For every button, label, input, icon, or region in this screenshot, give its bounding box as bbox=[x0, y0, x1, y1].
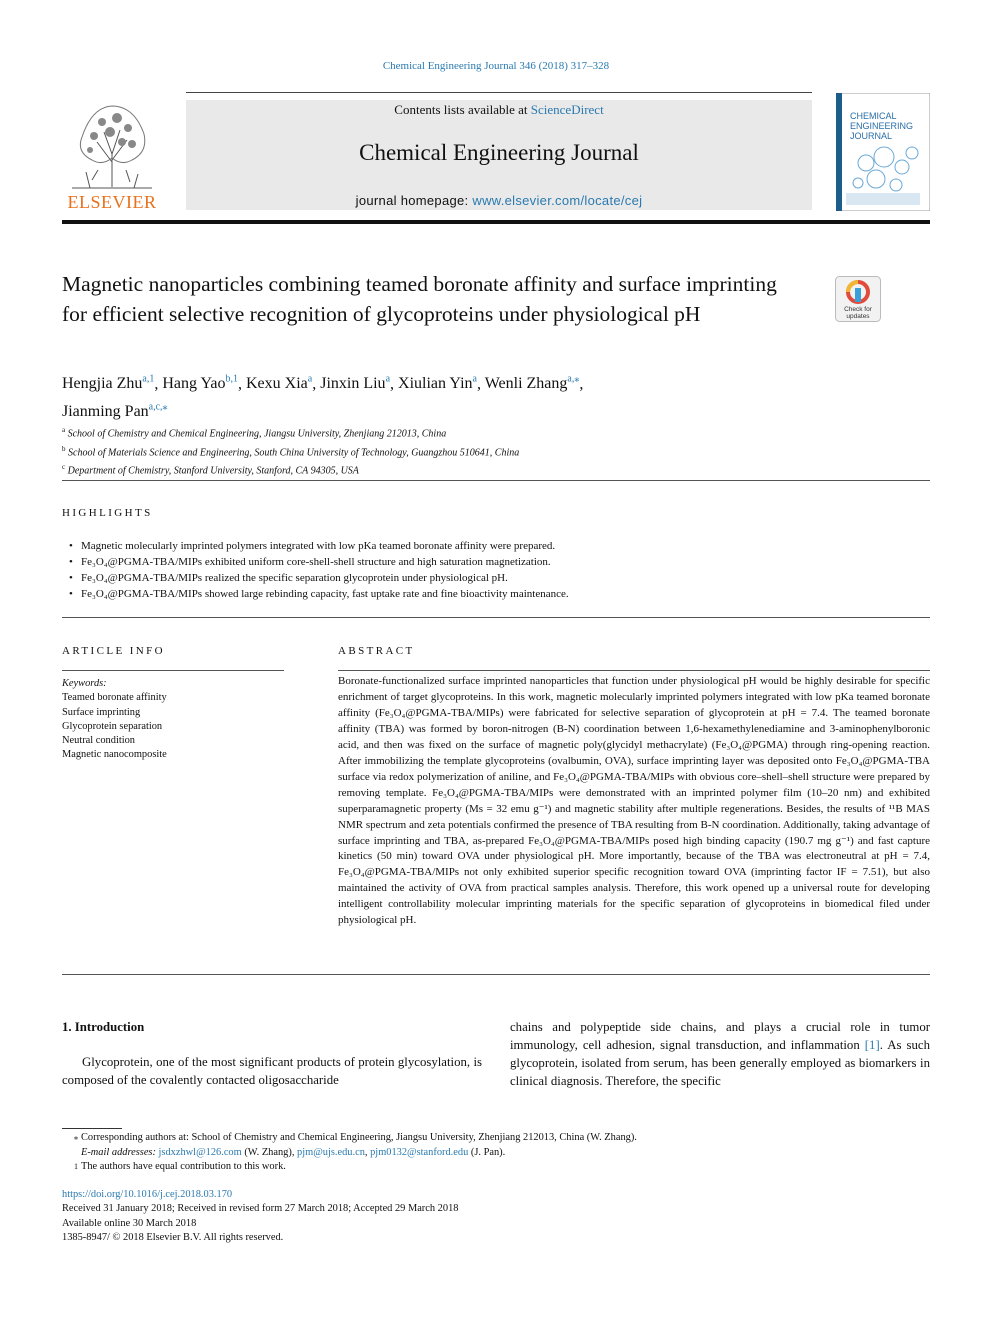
journal-citation[interactable]: Chemical Engineering Journal 346 (2018) 317–328 bbox=[382, 60, 610, 72]
header-thick-rule bbox=[62, 220, 930, 224]
author-affil-sup[interactable]: a,⁎ bbox=[567, 374, 580, 385]
author-separator: , bbox=[154, 375, 163, 393]
author-affil-sup[interactable]: a,c,⁎ bbox=[148, 401, 168, 413]
divider bbox=[62, 480, 930, 481]
affiliation-sup: b bbox=[62, 444, 66, 453]
elsevier-tree-icon bbox=[62, 92, 162, 214]
journal-homepage-line bbox=[186, 193, 812, 208]
author-separator: , bbox=[238, 375, 246, 393]
copyright: 1385-8947/ © 2018 Elsevier B.V. All rights reserved. bbox=[62, 1232, 284, 1244]
highlight-text: Fe₃O₄@PGMA-TBA/MIPs exhibited uniform core-shell-shell structure and high saturation magnetization. bbox=[81, 556, 551, 568]
header-top-rule bbox=[186, 92, 812, 93]
journal-cover-thumbnail[interactable] bbox=[836, 93, 930, 211]
bullet-icon: • bbox=[69, 556, 73, 568]
check-for-updates-badge[interactable] bbox=[835, 276, 881, 322]
intro-paragraph: Glycoprotein, one of the most significant products of protein glycosylation, is composed of the covalently contacted oligosaccharide bbox=[62, 1055, 482, 1087]
affiliation-text: School of Materials Science and Engineering, South China University of Technology, Guangzhou 510641, China bbox=[68, 446, 520, 458]
author-affil-sup[interactable]: a bbox=[472, 374, 477, 385]
email-link[interactable]: pjm@ujs.edu.cn bbox=[297, 1146, 365, 1158]
keyword: Neutral condition bbox=[62, 735, 136, 747]
bullet-icon: • bbox=[69, 540, 73, 552]
footnote-emails bbox=[62, 1146, 922, 1161]
author[interactable] bbox=[162, 375, 238, 392]
keywords-block bbox=[62, 677, 292, 763]
sciencedirect-link[interactable]: ScienceDirect bbox=[530, 102, 604, 117]
highlight-text: Magnetic molecularly imprinted polymers integrated with low pKa teamed boronate affinity were prepared. bbox=[81, 540, 556, 552]
author-name: Jianming Pan bbox=[62, 402, 149, 420]
divider bbox=[338, 670, 930, 671]
publication-info bbox=[62, 1188, 922, 1246]
author[interactable] bbox=[398, 375, 477, 392]
affiliation-sup: c bbox=[62, 463, 66, 472]
author-list bbox=[62, 368, 822, 423]
reference-link[interactable]: [1] bbox=[864, 1038, 880, 1052]
affiliations bbox=[62, 423, 762, 479]
footnote-equal-contribution bbox=[62, 1160, 922, 1175]
elsevier-logo[interactable] bbox=[62, 92, 162, 214]
email-label: E-mail addresses: bbox=[81, 1146, 156, 1158]
author[interactable] bbox=[320, 375, 390, 392]
author-name: Jinxin Liu bbox=[320, 375, 386, 393]
check-updates-line2: updates bbox=[846, 313, 870, 320]
cover-title-3: JOURNAL bbox=[850, 131, 893, 141]
affiliation-text: Department of Chemistry, Stanford University, Stanford, CA 94305, USA bbox=[67, 465, 359, 477]
divider bbox=[62, 974, 930, 975]
author-separator: , bbox=[476, 375, 485, 393]
highlight-item bbox=[62, 570, 922, 586]
keyword: Magnetic nanocomposite bbox=[62, 749, 167, 761]
affiliation-sup: a bbox=[62, 426, 66, 434]
highlight-item bbox=[62, 554, 922, 570]
intro-text: . As such glycoprotein, isolated from serum, has been generally employed as biomarkers in clinical diagnosis. Therefore, the specific bbox=[510, 1038, 931, 1088]
homepage-prefix: journal homepage: bbox=[355, 193, 473, 208]
highlights-list bbox=[62, 538, 922, 602]
asterisk-icon: ⁎ bbox=[74, 1133, 78, 1142]
journal-header-box bbox=[186, 100, 812, 210]
keyword: Glycoprotein separation bbox=[62, 720, 163, 732]
abstract-heading: ABSTRACT bbox=[338, 645, 415, 657]
highlight-item bbox=[62, 538, 922, 554]
bullet-icon: • bbox=[69, 572, 73, 584]
keyword: Teamed boronate affinity bbox=[62, 692, 167, 704]
divider bbox=[62, 617, 930, 618]
intro-column-left bbox=[62, 1018, 482, 1089]
author[interactable] bbox=[246, 375, 312, 392]
journal-name: Chemical Engineering Journal bbox=[359, 140, 639, 165]
highlights-heading: HIGHLIGHTS bbox=[62, 507, 153, 519]
intro-text: chains and polypeptide side chains, and plays a crucial role in tumor immunology, cell adhesion, signal transduction, and inflammation bbox=[510, 1020, 930, 1052]
bullet-icon: • bbox=[69, 588, 73, 600]
author[interactable] bbox=[62, 403, 168, 420]
author-name: Kexu Xia bbox=[246, 375, 308, 393]
contents-prefix: Contents lists available at bbox=[394, 102, 531, 117]
received-dates: Received 31 January 2018; Received in revised form 27 March 2018; Accepted 29 March 2018 bbox=[62, 1203, 459, 1215]
journal-cover-image bbox=[836, 93, 930, 211]
online-date: Available online 30 March 2018 bbox=[62, 1217, 197, 1229]
email-link[interactable]: jsdxzhwl@126.com bbox=[158, 1146, 242, 1158]
author-name: Hengjia Zhu bbox=[62, 375, 143, 393]
author-affil-sup[interactable]: a bbox=[385, 374, 391, 385]
article-title: Magnetic nanoparticles combining teamed boronate affinity and surface imprinting for efficient selective recognition of glycoproteins under physiological pH bbox=[62, 272, 777, 326]
email-owner: (W. Zhang), bbox=[241, 1146, 298, 1158]
author-affil-sup[interactable]: b,1 bbox=[225, 374, 238, 385]
intro-heading: 1. Introduction bbox=[62, 1020, 145, 1034]
highlight-item bbox=[62, 586, 922, 602]
affiliation bbox=[62, 423, 762, 442]
intro-column-right bbox=[510, 1018, 930, 1090]
keywords-label: Keywords: bbox=[62, 678, 107, 689]
affiliation bbox=[62, 460, 762, 479]
check-for-updates-icon bbox=[835, 276, 881, 322]
footnote-number: 1 bbox=[74, 1162, 78, 1171]
footnotes bbox=[62, 1131, 922, 1175]
contents-available-line bbox=[186, 102, 812, 118]
article-info-heading: ARTICLE INFO bbox=[62, 645, 165, 657]
author-separator: , bbox=[390, 375, 399, 393]
author-name: Wenli Zhang bbox=[484, 375, 568, 393]
footnote-corresponding bbox=[62, 1131, 922, 1146]
highlight-text: Fe₃O₄@PGMA-TBA/MIPs realized the specific separation glycoprotein under physiological pH. bbox=[81, 572, 508, 584]
author-separator: , bbox=[579, 375, 584, 393]
affiliation bbox=[62, 442, 762, 461]
highlight-text: Fe₃O₄@PGMA-TBA/MIPs showed large rebinding capacity, fast uptake rate and fine bioactivity maintenance. bbox=[81, 588, 569, 600]
check-updates-line1: Check for bbox=[844, 306, 872, 313]
affiliation-text: School of Chemistry and Chemical Engineering, Jiangsu University, Zhenjiang 212013, China bbox=[67, 428, 447, 440]
cover-title-2: ENGINEERING bbox=[850, 121, 914, 131]
cover-title-1: CHEMICAL bbox=[850, 111, 897, 121]
author-name: Hang Yao bbox=[162, 375, 226, 393]
footnote-text: Corresponding authors at: School of Chemistry and Chemical Engineering, Jiangsu University, Zhenjiang 212013, China (W. Zhang). bbox=[81, 1132, 637, 1143]
email-separator: , bbox=[364, 1146, 371, 1158]
email-link[interactable]: pjm0132@stanford.edu bbox=[370, 1146, 469, 1158]
author-affil-sup[interactable]: a bbox=[307, 374, 313, 385]
author-name: Xiulian Yin bbox=[398, 375, 473, 393]
footnote-rule bbox=[62, 1128, 122, 1129]
keyword: Surface imprinting bbox=[62, 706, 141, 718]
abstract-text: Boronate-functionalized surface imprinted nanoparticles that function under physiological pH would be highly desirable for specific enrichment of target glycoproteins. In this work, magnetic molecularly imprinted polymers integrated with low pKa teamed boronate affinity (Fe₃O₄@PGMA-TBA/MIPs) were fabricated for selective separation of glycoprotein at pH = 7.4. The teamed boronate affinity (TBA) was formed by boron-nitrogen (B-N) coordination between 1,6-hexamethylenediamine and 3-aminophenylboronic acid, and then was fixed on the surface of magnetic poly(glycidyl methacrylate) (Fe₃O₄@PGMA) through ring-opening reaction. After immobilizing the template glycoproteins (ovalbumin, OVA), surface imprinting layer was deposited onto Fe₃O₄@PGMA-TBA surface via redox polymerization of aniline, and Fe₃O₄@PGMA-TBA/MIPs with obvious core–shell–shell structure were prepared by removing template. Fe₃O₄@PGMA-TBA/MIPs were demonstrated with an imprinted polymer film (10–20 nm) and exhibited superparamagnetic property (Ms = 32 emu g⁻¹) and magnetic stability after multiple regenerations. Besides, the results of ¹¹B MAS NMR spectrum and zeta potentials confirmed the presence of TBA resulting from B-N coordination. Additionally, taking advantage of surface imprinting and TBA, as-prepared Fe₃O₄@PGMA-TBA/MIPs posed high binding capacity (190.7 mg g⁻¹) and fast capture kinetics (50 min) toward OVA under physiological pH. More importantly, because of the TBA was electroneutral at pH = 7.4, Fe₃O₄@PGMA-TBA/MIPs not only exhibited superior specific recognition toward OVA (imprinting factor IF = 7.51), but also maintained the activity of OVA from practical samples analysis. Therefore, this work opened up a universal route for developing intelligent controllability molecular imprinting materials for the specific separation of glycoproteins in biomedical filed under physiological pH. bbox=[338, 675, 930, 927]
author-affil-sup[interactable]: a,1 bbox=[142, 374, 155, 385]
author-separator: , bbox=[312, 375, 321, 393]
email-owner: (J. Pan). bbox=[468, 1146, 506, 1158]
author[interactable] bbox=[485, 375, 580, 392]
author[interactable] bbox=[62, 375, 154, 392]
doi-link[interactable]: https://doi.org/10.1016/j.cej.2018.03.170 bbox=[62, 1189, 233, 1200]
elsevier-wordmark: ELSEVIER bbox=[67, 192, 157, 212]
divider bbox=[62, 670, 284, 671]
homepage-link[interactable]: www.elsevier.com/locate/cej bbox=[472, 193, 643, 208]
footnote-text: The authors have equal contribution to this work. bbox=[81, 1161, 286, 1172]
